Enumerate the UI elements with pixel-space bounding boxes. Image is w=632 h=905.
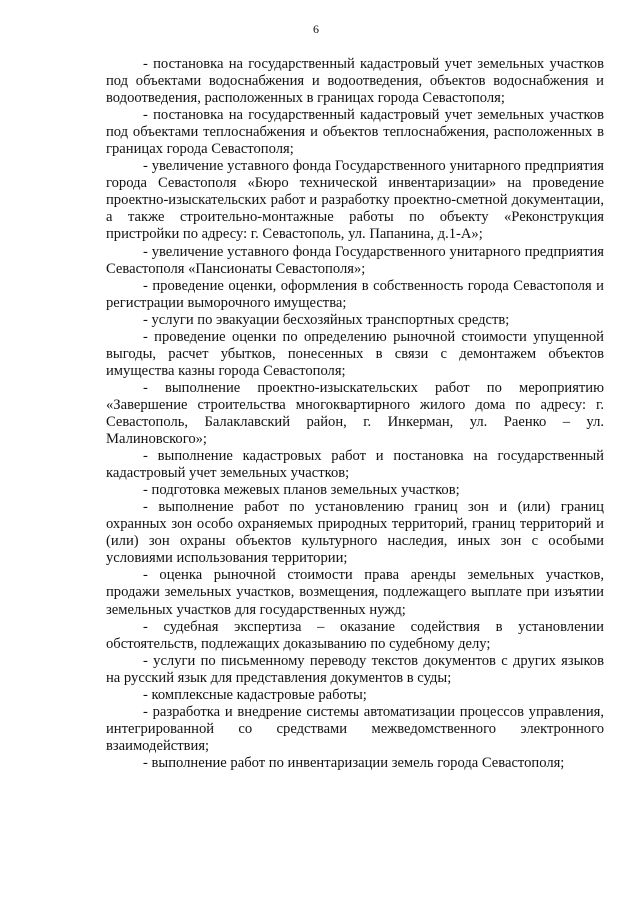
list-item: - постановка на государственный кадастровый учет земельных участков под объектами водоснабжения и водоотведения, объектов водоснабжения и водоотведения, расположенных в границах города Севастополя; [106, 56, 604, 107]
page-number: 6 [313, 22, 319, 36]
list-item: - выполнение работ по установлению границ зон и (или) границ охранных зон особо охраняемых природных территорий, границ территорий и (или) зон охраны объектов культурного наследия, иных зон с особыми условиями использования территории; [106, 499, 604, 567]
list-item: - постановка на государственный кадастровый учет земельных участков под объектами теплоснабжения и объектов теплоснабжения, расположенных в границах города Севастополя; [106, 107, 604, 158]
document-body [106, 56, 604, 772]
list-item: - выполнение работ по инвентаризации земель города Севастополя; [143, 754, 565, 771]
list-item: - увеличение уставного фонда Государственного унитарного предприятия города Севастополя «Бюро технической инвентаризации» на проведение проектно-изыскательских работ и разработку проектно-сметной документации, а также строительно-монтажные работы по объекту «Реконструкция пристройки по адресу: г. Севастополь, ул. Папанина, д.1-А»; [106, 158, 604, 243]
list-item: - разработка и внедрение системы автоматизации процессов управления, интегрированной со средствами межведомственного электронного взаимодействия; [106, 703, 604, 754]
list-item: - подготовка межевых планов земельных участков; [143, 482, 460, 499]
list-item: - услуги по письменному переводу текстов документов с других языков на русский язык для представления документов в суды; [106, 652, 604, 686]
list-item: - выполнение кадастровых работ и постановка на государственный кадастровый учет земельных участков; [106, 448, 604, 482]
list-item: - комплексные кадастровые работы; [143, 686, 367, 703]
list-item: - проведение оценки по определению рыночной стоимости упущенной выгоды, расчет убытков, понесенных в связи с демонтажем объектов имущества казны города Севастополя; [106, 328, 604, 379]
list-item: - выполнение проектно-изыскательских работ по мероприятию «Завершение строительства многоквартирного жилого дома по адресу: г. Севастополь, Балаклавский район, г. Инкерман, ул. Раенко – ул. Малиновского»; [106, 379, 604, 448]
list-item: - увеличение уставного фонда Государственного унитарного предприятия Севастополя «Пансионаты Севастополя»; [106, 243, 604, 277]
list-item: - проведение оценки, оформления в собственность города Севастополя и регистрации выморочного имущества; [106, 277, 604, 311]
list-item: - судебная экспертиза – оказание содействия в установлении обстоятельств, подлежащих доказыванию по судебному делу; [106, 618, 604, 652]
list-item: - услуги по эвакуации бесхозяйных транспортных средств; [143, 311, 510, 328]
list-item: - оценка рыночной стоимости права аренды земельных участков, продажи земельных участков, возмещения, подлежащего выплате при изъятии земельных участков для государственных нужд; [106, 567, 604, 618]
